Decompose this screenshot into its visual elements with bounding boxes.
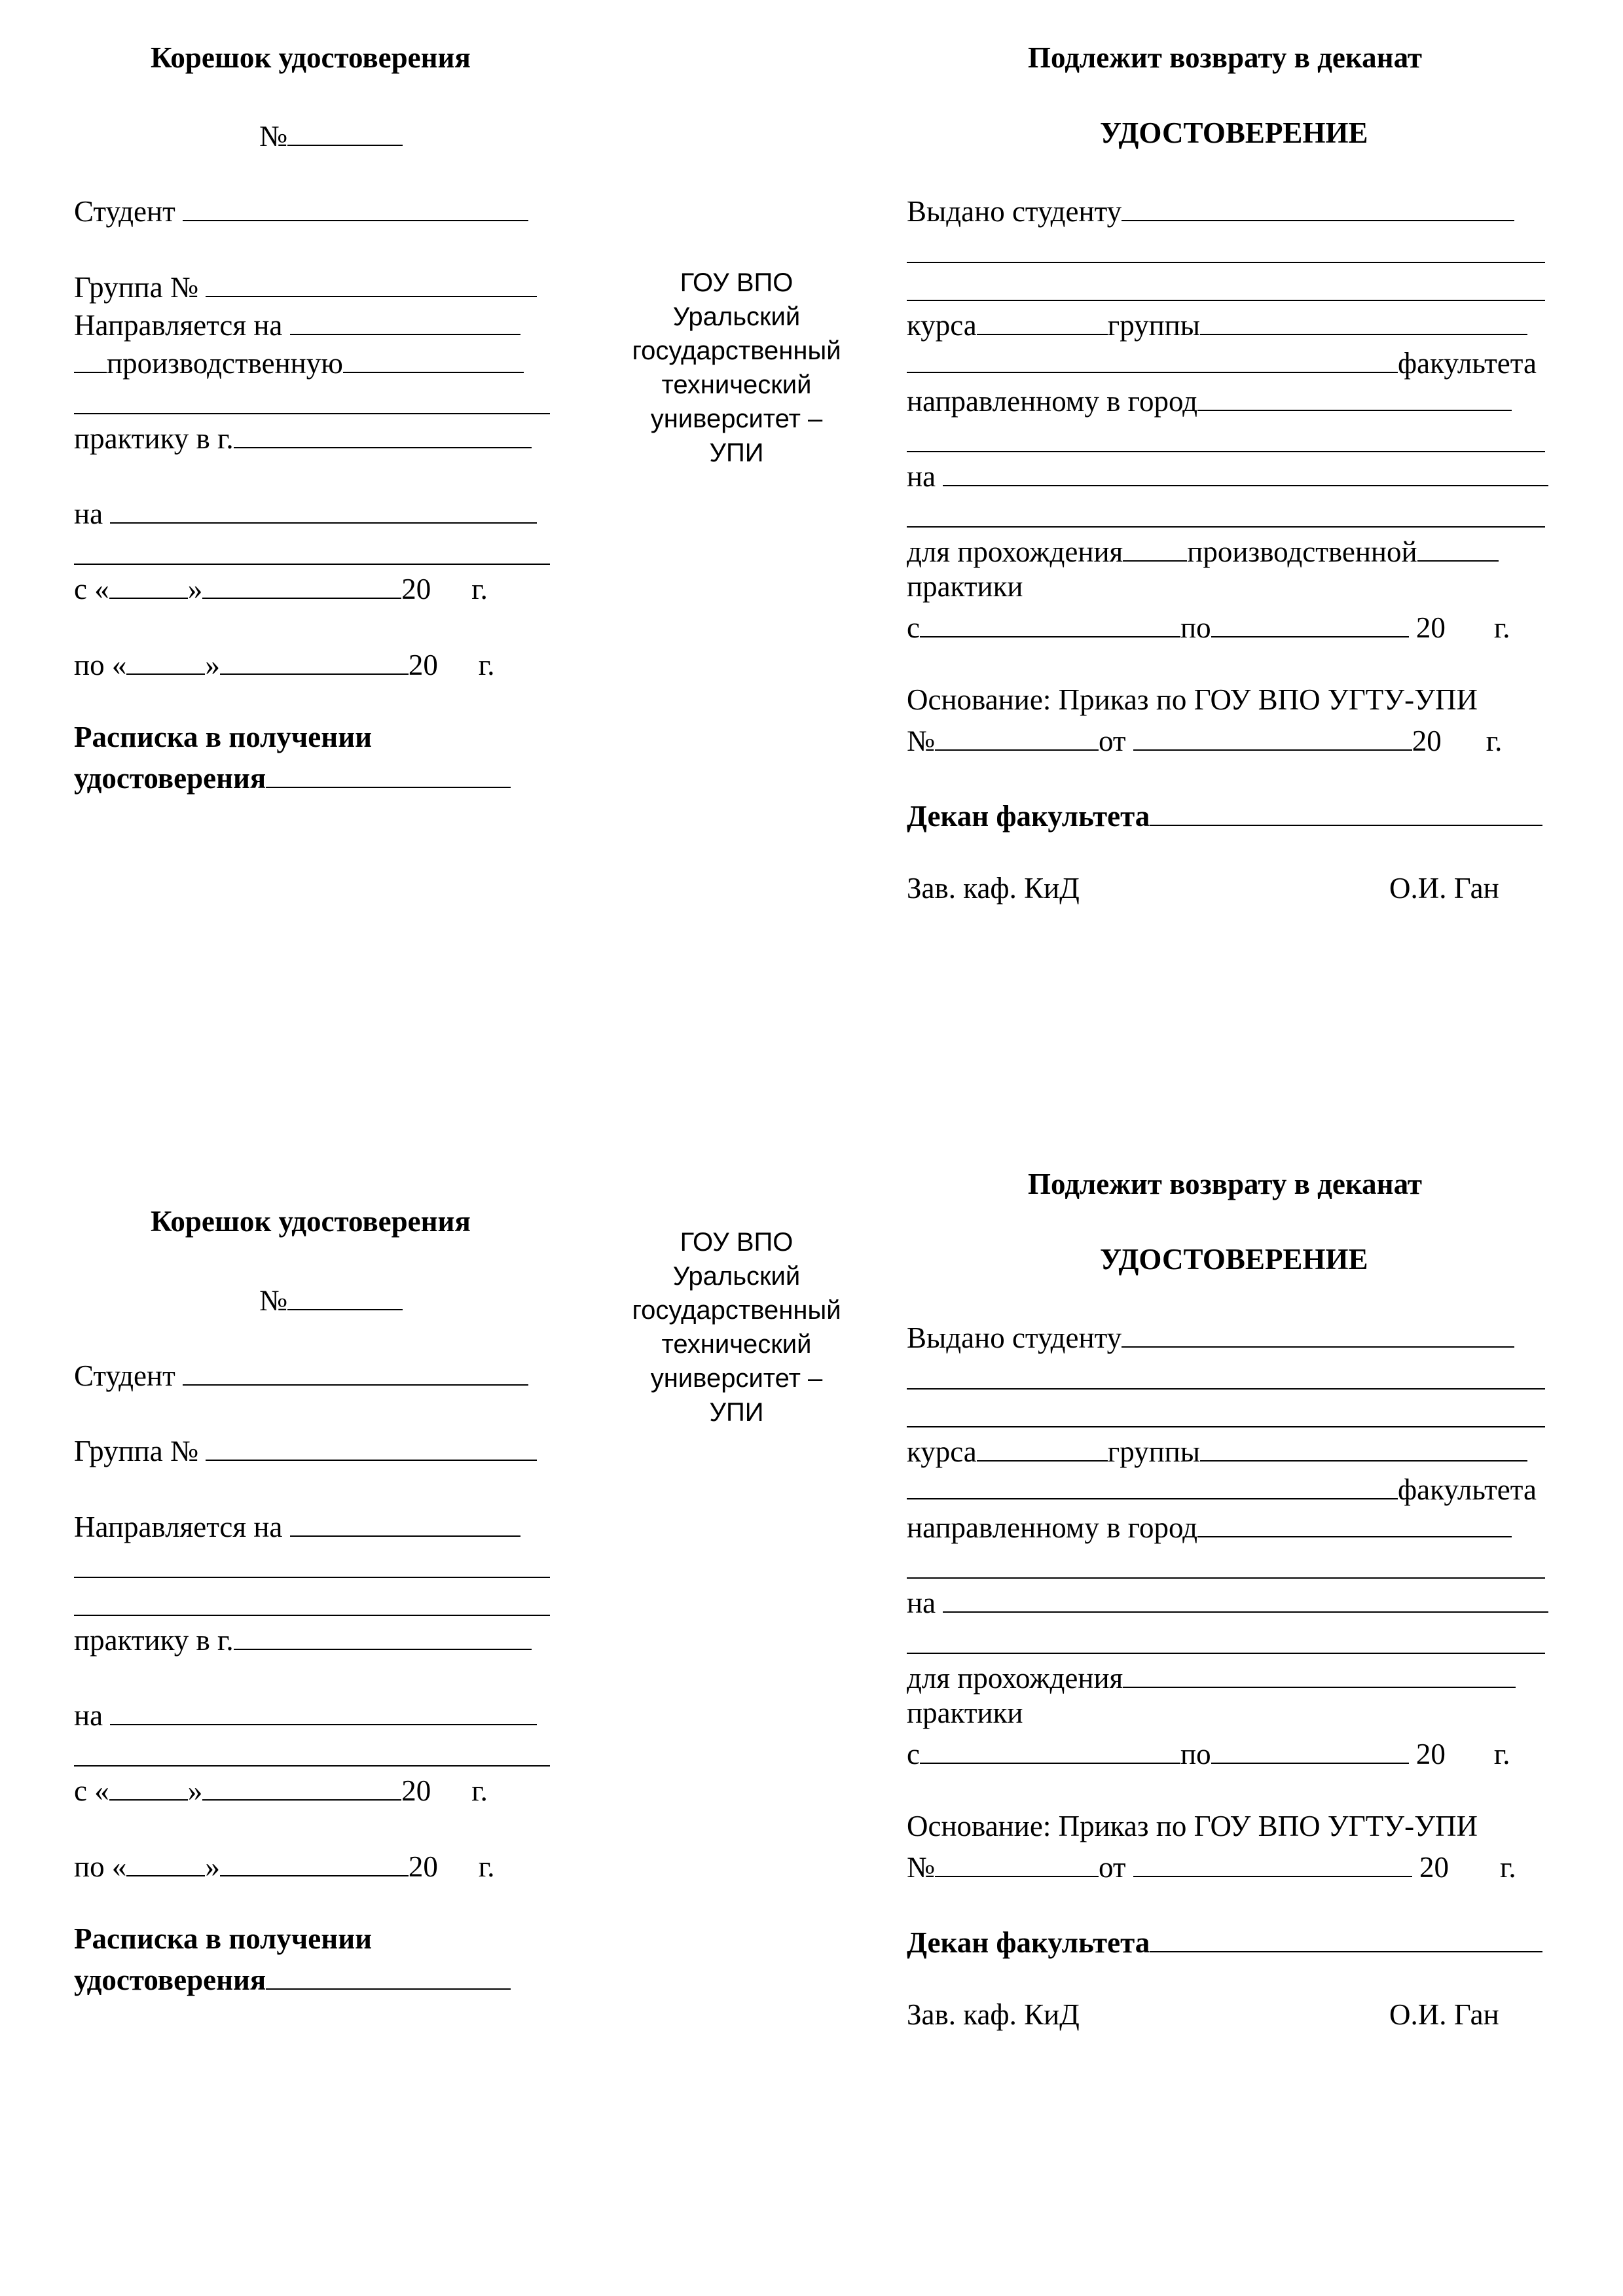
stub-student: Студент <box>74 191 528 228</box>
stub-directed: Направляется на <box>74 305 520 342</box>
cert-order-number: № от 20 г. <box>907 1847 1516 1884</box>
stub-blank-line <box>74 564 550 565</box>
cert-practice: практики <box>907 1696 1023 1729</box>
org-line: ГОУ ВПО <box>680 268 793 297</box>
stub-from-date: с « » 20 г. <box>74 1770 488 1808</box>
stub-practice-city: практику в г. <box>74 418 532 456</box>
org-line: Уральский <box>672 1262 801 1291</box>
stub-group: Группа № <box>74 267 537 304</box>
cert-to: на <box>907 1583 1548 1620</box>
cert-to: на <box>907 456 1548 493</box>
org-line: УПИ <box>709 439 764 467</box>
org-line: университет – <box>650 404 823 433</box>
cert-head-name: О.И. Ган <box>1389 1998 1499 2031</box>
cert-practice: практики <box>907 570 1023 603</box>
cert-return-note: Подлежит возврату в деканат <box>1028 1168 1423 1200</box>
org-line: Уральский <box>672 302 801 331</box>
cert-return-note: Подлежит возврату в деканат <box>1028 41 1423 74</box>
stub-practice-type: производственную <box>74 343 524 380</box>
cert-head-dept: Зав. каф. КиД <box>907 872 1080 905</box>
cert-issued-to: Выдано студенту <box>907 1318 1514 1355</box>
cert-title: УДОСТОВЕРЕНИЕ <box>1100 1243 1368 1276</box>
cert-dean: Декан факультета <box>907 796 1542 833</box>
cert-issued-to: Выдано студенту <box>907 191 1514 228</box>
cert-blank-line <box>907 1388 1545 1390</box>
cert-directed-city: направленному в город <box>907 1507 1512 1545</box>
stub-to: на <box>74 493 537 531</box>
cert-blank-line <box>907 300 1545 301</box>
cert-course-group: курса группы <box>907 305 1527 342</box>
cert-directed-city: направленному в город <box>907 381 1512 418</box>
cert-title: УДОСТОВЕРЕНИЕ <box>1100 117 1368 149</box>
stub-title: Корешок удостоверения <box>151 41 471 74</box>
stub-to: на <box>74 1695 537 1732</box>
cert-period: с по 20 г. <box>907 1734 1510 1771</box>
cert-blank-line <box>907 1577 1545 1579</box>
org-block <box>599 266 874 470</box>
org-line: государственный <box>632 336 841 365</box>
stub-student: Студент <box>74 1355 528 1393</box>
stub-group: Группа № <box>74 1431 537 1468</box>
cert-basis: Основание: Приказ по ГОУ ВПО УГТУ-УПИ <box>907 683 1478 716</box>
stub-blank-line <box>74 1615 550 1616</box>
org-line: УПИ <box>709 1398 764 1427</box>
org-line: университет – <box>650 1364 823 1393</box>
cert-order-number: № от 20 г. <box>907 721 1502 758</box>
cert-blank-line <box>907 526 1545 528</box>
stub-title: Корешок удостоверения <box>151 1205 471 1238</box>
stub-blank-line <box>74 413 550 414</box>
cert-course-group: курса группы <box>907 1431 1527 1469</box>
cert-faculty: факультета <box>907 343 1537 380</box>
org-line: технический <box>661 1330 812 1359</box>
org-line: технический <box>661 370 812 399</box>
stub-receipt-line2: удостоверения <box>74 1960 511 1997</box>
cert-blank-line <box>907 1653 1545 1654</box>
cert-period: с по 20 г. <box>907 607 1510 645</box>
stub-until-date: по « » 20 г. <box>74 1846 494 1884</box>
stub-until-date: по « » 20 г. <box>74 645 494 682</box>
cert-head-dept: Зав. каф. КиД <box>907 1998 1080 2031</box>
stub-from-date: с « » 20 г. <box>74 569 488 606</box>
stub-receipt-line1: Расписка в получении <box>74 1922 373 1955</box>
cert-for-passing: для прохождения производственной <box>907 531 1499 569</box>
cert-head-name: О.И. Ган <box>1389 872 1499 905</box>
cert-blank-line <box>907 1426 1545 1427</box>
stub-blank-line <box>74 1577 550 1578</box>
cert-blank-line <box>907 262 1545 263</box>
stub-receipt-line2: удостоверения <box>74 758 511 795</box>
stub-directed: Направляется на <box>74 1507 520 1544</box>
org-block <box>599 1225 874 1429</box>
stub-practice-city: практику в г. <box>74 1620 532 1657</box>
stub-number: № <box>259 116 403 153</box>
org-line: государственный <box>632 1296 841 1325</box>
cert-for-passing: для прохождения <box>907 1658 1516 1695</box>
stub-blank-line <box>74 1765 550 1767</box>
cert-blank-line <box>907 451 1545 452</box>
stub-receipt-line1: Расписка в получении <box>74 721 373 753</box>
cert-dean: Декан факультета <box>907 1922 1542 1960</box>
cert-basis: Основание: Приказ по ГОУ ВПО УГТУ-УПИ <box>907 1810 1478 1842</box>
cert-faculty: факультета <box>907 1469 1537 1507</box>
stub-number: № <box>259 1280 403 1318</box>
org-line: ГОУ ВПО <box>680 1228 793 1257</box>
